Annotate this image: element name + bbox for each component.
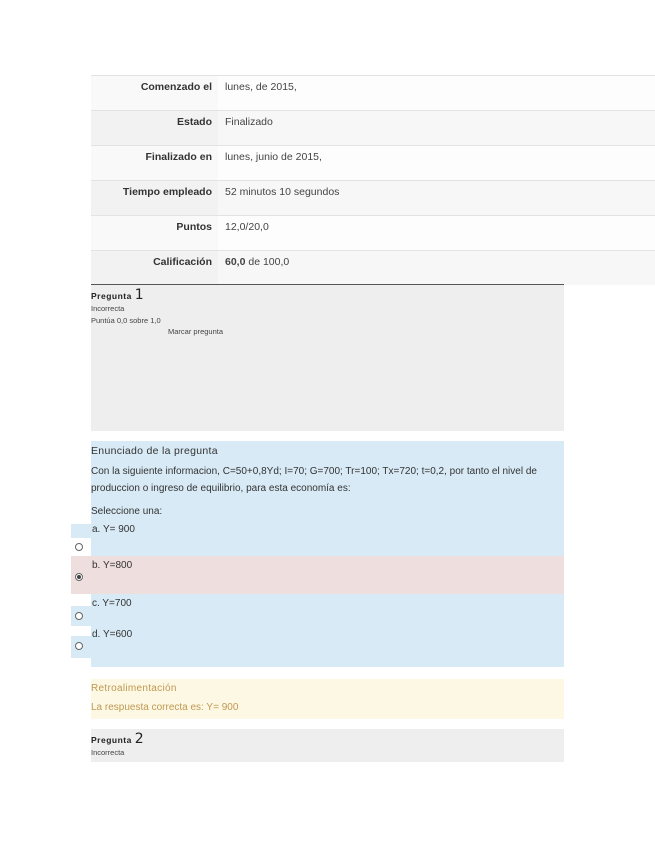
summary-row-finished [91,145,655,180]
summary-row-points [91,215,655,250]
summary-label: Tiempo empleado [122,186,212,198]
quiz-summary-table [91,75,655,285]
answer-label: c. Y=700 [92,598,132,609]
summary-row-time [91,180,655,215]
question-state: Incorrecta [91,304,125,313]
answer-option-d[interactable] [71,626,564,658]
answer-option-a[interactable] [71,524,564,556]
question-1-info [91,284,564,431]
summary-label: Calificación [153,256,212,268]
question-1-feedback [91,679,564,719]
summary-value: lunes, junio de 2015, [218,146,655,180]
summary-value: Finalizado [218,111,655,145]
summary-label: Comenzado el [140,81,212,93]
summary-value [218,251,655,285]
radio-b[interactable] [75,573,83,581]
summary-row-started [91,75,655,110]
summary-value: 52 minutos 10 segundos [218,181,655,215]
grade-value: 60,0 [225,256,246,268]
summary-label: Estado [176,116,212,128]
answer-label: d. Y=600 [92,629,133,640]
summary-row-state [91,110,655,145]
question-state: Incorrecta [91,748,125,757]
answer-option-b[interactable] [71,556,564,594]
answer-prompt: Seleccione una: [91,506,163,517]
feedback-title: Retroalimentación [91,683,177,694]
answer-label: a. Y= 900 [92,524,135,535]
question-2-info [91,729,564,762]
summary-row-grade [91,250,655,285]
summary-value: lunes, de 2015, [218,76,655,110]
question-grade: Puntúa 0,0 sobre 1,0 [91,316,161,325]
formulation-title: Enunciado de la pregunta [91,445,218,457]
radio-d[interactable] [75,642,83,650]
radio-c[interactable] [75,612,83,620]
question-text: Con la siguiente informacion, C=50+0,8Yd; I=70; G=700; Tr=100; Tx=720; t=0,2, por tanto el nivel de produccion o ingreso de equilibrio, para esta economía es: [91,466,537,494]
question-number: Pregunta 1 [91,287,145,303]
answer-option-c[interactable] [71,594,564,626]
question-number: Pregunta 2 [91,731,145,747]
answer-label: b. Y=800 [92,560,133,571]
summary-value: 12,0/20,0 [218,216,655,250]
flag-question-link[interactable]: Marcar pregunta [168,327,224,336]
summary-label: Puntos [176,221,212,233]
correct-answer-text: La respuesta correcta es: Y= 900 [91,702,239,713]
radio-a[interactable] [75,543,83,551]
summary-label: Finalizado en [145,151,212,163]
grade-max: de 100,0 [245,256,290,268]
